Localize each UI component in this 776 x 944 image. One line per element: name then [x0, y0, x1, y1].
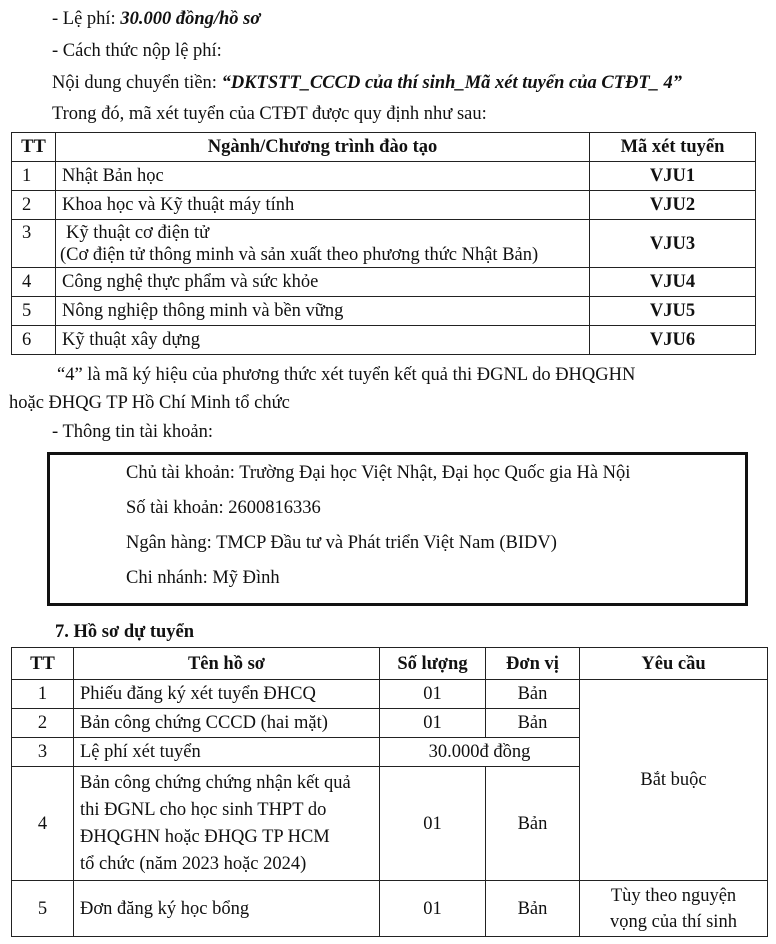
row-quantity: 01	[380, 767, 486, 881]
table-header-row	[12, 133, 756, 162]
row-program: Kỹ thuật xây dựng	[56, 326, 590, 355]
row-tt: 1	[12, 162, 56, 191]
row-doc-name	[74, 767, 380, 881]
row-code: VJU6	[590, 326, 756, 355]
table-row	[12, 881, 768, 937]
table-row	[12, 191, 756, 220]
row-program	[56, 220, 590, 268]
table-header-row	[12, 648, 768, 680]
row-quantity: 01	[380, 709, 486, 738]
transfer-label: Nội dung chuyển tiền:	[52, 73, 222, 93]
row-tt: 6	[12, 326, 56, 355]
row-program: Nhật Bản học	[56, 162, 590, 191]
table-row	[12, 297, 756, 326]
note-line-2: hoặc ĐHQG TP Hồ Chí Minh tổ chức	[9, 393, 290, 413]
row-code: VJU5	[590, 297, 756, 326]
note-line-1: “4” là mã ký hiệu của phương thức xét tuyển kết quả thi ĐGNL do ĐHQGHN	[57, 365, 636, 385]
doc-name-line: tổ chức (năm 2023 hoặc 2024)	[80, 853, 307, 874]
header-doc-name: Tên hồ sơ	[74, 648, 380, 680]
row-requirement	[580, 881, 768, 937]
codes-intro: Trong đó, mã xét tuyển của CTĐT được quy định như sau:	[52, 104, 487, 124]
row-tt: 5	[12, 297, 56, 326]
row-requirement: Bắt buộc	[580, 680, 768, 881]
row-unit: Bản	[486, 680, 580, 709]
account-holder: Chủ tài khoản: Trường Đại học Việt Nhật, Đại học Quốc gia Hà Nội	[126, 463, 631, 483]
row-tt: 2	[12, 709, 74, 738]
application-documents-table	[11, 647, 768, 937]
doc-name-line: thi ĐGNL cho học sinh THPT do	[80, 799, 327, 820]
row-doc-name: Lệ phí xét tuyển	[74, 738, 380, 767]
table-row	[12, 220, 756, 268]
row-tt: 3	[12, 220, 56, 268]
row-code: VJU4	[590, 268, 756, 297]
fee-label: - Lệ phí:	[52, 9, 121, 29]
doc-name-line: Bản công chứng chứng nhận kết quả	[80, 772, 351, 793]
row-doc-name: Phiếu đăng ký xét tuyển ĐHCQ	[74, 680, 380, 709]
fee-method: - Cách thức nộp lệ phí:	[52, 41, 222, 61]
row-program: Nông nghiệp thông minh và bền vững	[56, 297, 590, 326]
requirement-line: Tùy theo nguyện	[610, 885, 737, 906]
header-tt: TT	[12, 648, 74, 680]
row-code: VJU3	[590, 220, 756, 268]
row-tt: 4	[12, 767, 74, 881]
header-tt: TT	[12, 133, 56, 162]
row-unit: Bản	[486, 709, 580, 738]
table-row	[12, 680, 768, 709]
header-requirement: Yêu cầu	[580, 648, 768, 680]
header-code: Mã xét tuyển	[590, 133, 756, 162]
section-title: 7. Hồ sơ dự tuyển	[55, 622, 195, 642]
bank-branch: Chi nhánh: Mỹ Đình	[126, 568, 280, 588]
row-program: Công nghệ thực phẩm và sức khỏe	[56, 268, 590, 297]
row-tt: 3	[12, 738, 74, 767]
transfer-content-line	[52, 72, 682, 94]
requirement-line: vọng của thí sinh	[610, 911, 737, 932]
row-doc-name: Bản công chứng CCCD (hai mặt)	[74, 709, 380, 738]
row-unit: Bản	[486, 767, 580, 881]
row-fee-amount: 30.000đ đồng	[380, 738, 580, 767]
row-tt: 2	[12, 191, 56, 220]
row-program: Khoa học và Kỹ thuật máy tính	[56, 191, 590, 220]
fee-value: 30.000 đồng/hồ sơ	[120, 9, 261, 29]
table-row	[12, 162, 756, 191]
account-number: Số tài khoản: 2600816336	[126, 498, 321, 518]
row-quantity: 01	[380, 680, 486, 709]
account-label: - Thông tin tài khoản:	[52, 422, 213, 442]
transfer-value: “DKTSTT_CCCD của thí sinh_Mã xét tuyển của CTĐT_ 4”	[221, 73, 683, 93]
row-unit: Bản	[486, 881, 580, 937]
row-tt: 5	[12, 881, 74, 937]
bank-name: Ngân hàng: TMCP Đầu tư và Phát triển Việt Nam (BIDV)	[126, 533, 557, 553]
row-doc-name: Đơn đăng ký học bổng	[74, 881, 380, 937]
header-program: Ngành/Chương trình đào tạo	[56, 133, 590, 162]
row-code: VJU2	[590, 191, 756, 220]
row-code: VJU1	[590, 162, 756, 191]
fee-line	[52, 8, 260, 30]
header-unit: Đơn vị	[486, 648, 580, 680]
table-row	[12, 326, 756, 355]
program-name: Kỹ thuật cơ điện tử	[66, 222, 210, 243]
table-row	[12, 268, 756, 297]
program-codes-table	[11, 132, 756, 355]
row-tt: 4	[12, 268, 56, 297]
account-info-box	[47, 452, 748, 606]
header-quantity: Số lượng	[380, 648, 486, 680]
doc-name-line: ĐHQGHN hoặc ĐHQG TP HCM	[80, 826, 330, 847]
program-subname: (Cơ điện tử thông minh và sản xuất theo phương thức Nhật Bản)	[60, 244, 539, 265]
row-tt: 1	[12, 680, 74, 709]
row-quantity: 01	[380, 881, 486, 937]
